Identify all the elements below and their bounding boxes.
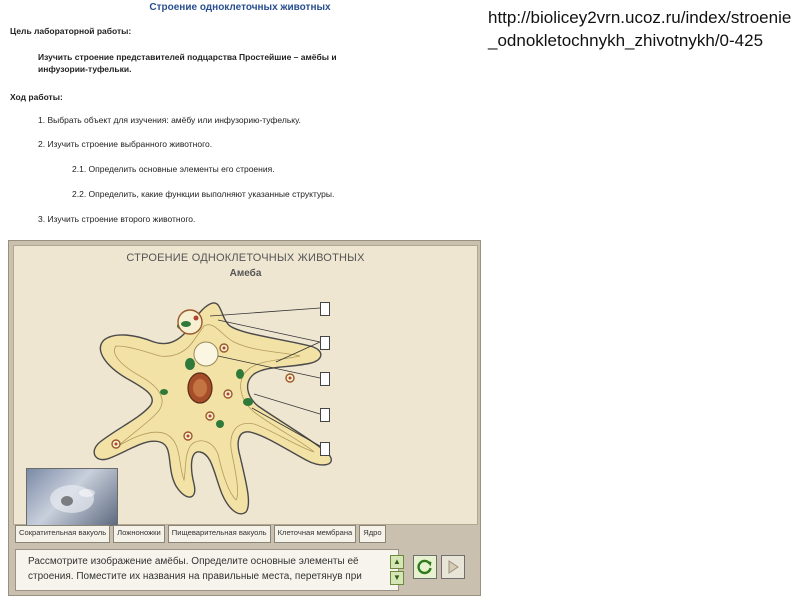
procedure-step: 1. Выбрать объект для изучения: амёбу или инфузорию-туфельку. <box>38 115 301 125</box>
instruction-box <box>15 549 399 591</box>
panel-subtitle: Амеба <box>229 268 262 279</box>
goal-heading: Цель лабораторной работы: <box>10 26 132 36</box>
procedure-substep: 2.1. Определить основные элементы его строения. <box>72 164 275 174</box>
source-url: http://biolicey2vrn.ucoz.ru/index/stroenie_odnokletochnykh_zhivotnykh/0-425 <box>488 8 792 50</box>
goal-text-line-1: Изучить строение представителей подцарства Простейшие – амёбы и <box>38 52 337 62</box>
panel-title: СТРОЕНИЕ ОДНОКЛЕТОЧНЫХ ЖИВОТНЫХ <box>126 252 365 264</box>
label-chip[interactable]: Ядро <box>359 525 385 543</box>
triangle-down-icon: ▼ <box>393 573 401 582</box>
next-button[interactable] <box>441 555 465 579</box>
microscope-photo-thumbnail[interactable] <box>26 468 118 526</box>
label-drop-target[interactable] <box>320 336 330 350</box>
instruction-line: строения. Поместите их названия на правильные места, перетянув при <box>28 571 362 582</box>
procedure-heading: Ход работы: <box>10 92 63 102</box>
food-particle <box>216 420 224 428</box>
food-particle <box>181 321 191 327</box>
vacuole-dot <box>194 316 199 321</box>
refresh-icon <box>416 558 434 576</box>
label-bank <box>15 525 475 543</box>
amoeba-body <box>94 303 331 514</box>
leader-line <box>210 308 320 316</box>
scroll-up-button[interactable] <box>390 555 404 569</box>
nucleus-inner <box>193 379 207 397</box>
lab-document <box>0 0 480 238</box>
label-chip[interactable]: Клеточная мембрана <box>274 525 357 543</box>
label-chip[interactable]: Ложноножки <box>113 525 165 543</box>
document-title: Строение одноклеточных животных <box>149 2 331 13</box>
label-drop-target[interactable] <box>320 372 330 386</box>
food-particle <box>160 389 168 395</box>
food-particle <box>236 369 244 379</box>
label-chip[interactable]: Сократительная вакуоль <box>15 525 110 543</box>
small-vacuole <box>223 347 226 350</box>
small-vacuole <box>209 415 212 418</box>
label-drop-target[interactable] <box>320 302 330 316</box>
reset-button[interactable] <box>413 555 437 579</box>
small-vacuole <box>289 377 292 380</box>
triangle-up-icon: ▲ <box>393 557 401 566</box>
goal-text-line-2: инфузории-туфельки. <box>38 64 132 74</box>
procedure-step: 3. Изучить строение второго животного. <box>38 214 196 224</box>
scroll-down-button[interactable] <box>390 571 404 585</box>
contractile-vacuole <box>194 342 218 366</box>
instruction-line: Рассмотрите изображение амёбы. Определите основные элементы её <box>28 556 359 567</box>
amoeba-diagram-panel <box>13 245 478 525</box>
play-icon <box>445 559 461 575</box>
small-vacuole <box>115 443 118 446</box>
label-drop-target[interactable] <box>320 442 330 456</box>
food-particle <box>243 398 253 406</box>
lab-simulation-app <box>8 240 481 596</box>
label-drop-target[interactable] <box>320 408 330 422</box>
procedure-substep: 2.2. Определить, какие функции выполняют указанные структуры. <box>72 189 335 199</box>
food-particle <box>185 358 195 370</box>
procedure-step: 2. Изучить строение выбранного животного. <box>38 139 213 149</box>
digestive-vacuole <box>178 310 202 334</box>
microscope-photo-image <box>27 469 117 525</box>
label-chip[interactable]: Пищеварительная вакуоль <box>168 525 271 543</box>
small-vacuole <box>227 393 230 396</box>
small-vacuole <box>187 435 190 438</box>
